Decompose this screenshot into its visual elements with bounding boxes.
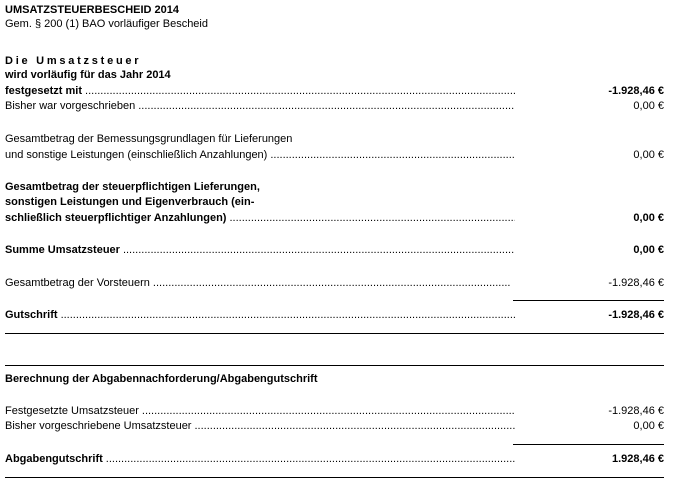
row-gutschrift-amount: -1.928,46 € [608,309,664,321]
document-title: UMSATZSTEUERBESCHEID 2014 [5,4,179,16]
row-bisher-vorgeschrieben-amount: 0,00 € [633,420,664,432]
row-bemessung-amount: 0,00 € [633,149,664,161]
row-bisher-amount: 0,00 € [633,100,664,112]
row-festgesetzte-amount: -1.928,46 € [608,405,664,417]
row-steuerpflichtig-amount: 0,00 € [633,212,664,224]
section2-heading: Berechnung der Abgabennachforderung/Abgabengutschrift [5,373,318,385]
row-vorsteuern-amount: -1.928,46 € [608,277,664,289]
row-steuerpflichtig-label-line1: Gesamtbetrag der steuerpflichtigen Lieferungen, [5,181,260,193]
row-steuerpflichtig-label-line3: schließlich steuerpflichtiger Anzahlungen) ..... [5,211,515,225]
row-summe-label: Summe Umsatzsteuer ..... [5,243,515,257]
row-bemessung-label-line2: und sonstige Leistungen (einschließlich Anzahlungen) ..... [5,148,515,162]
row-summe-amount: 0,00 € [633,244,664,256]
row-vorsteuern-label: Gesamtbetrag der Vorsteuern ..... [5,276,510,290]
subtotal-rule-2 [513,444,664,445]
row-bisher-vorgeschrieben-label: Bisher vorgeschriebene Umsatzsteuer ..... [5,419,515,433]
bottom-rule [5,477,664,478]
row-steuerpflichtig-label-line2: sonstigen Leistungen und Eigenverbrauch (ein- [5,196,255,208]
row-bisher-label: Bisher war vorgeschrieben ..... [5,99,515,113]
section1-heading-line1: Die Umsatzsteuer [5,55,142,67]
row-festgesetzte-label: Festgesetzte Umsatzsteuer ..... [5,404,515,418]
document-subtitle: Gem. § 200 (1) BAO vorläufiger Bescheid [5,18,208,30]
row-gutschrift-label: Gutschrift ..... [5,308,515,322]
subtotal-rule [513,300,664,301]
section-divider-bottom [5,365,664,366]
section1-heading-line2: wird vorläufig für das Jahr 2014 [5,69,171,81]
row-abgabengutschrift-label: Abgabengutschrift ..... [5,452,515,466]
row-bemessung-label-line1: Gesamtbetrag der Bemessungsgrundlagen für Lieferungen [5,133,293,145]
section-divider-top [5,333,664,334]
row-abgabengutschrift-amount: 1.928,46 € [612,453,664,465]
row-festgesetzt-amount: -1.928,46 € [608,85,664,97]
row-festgesetzt-label: festgesetzt mit ..... [5,84,515,98]
